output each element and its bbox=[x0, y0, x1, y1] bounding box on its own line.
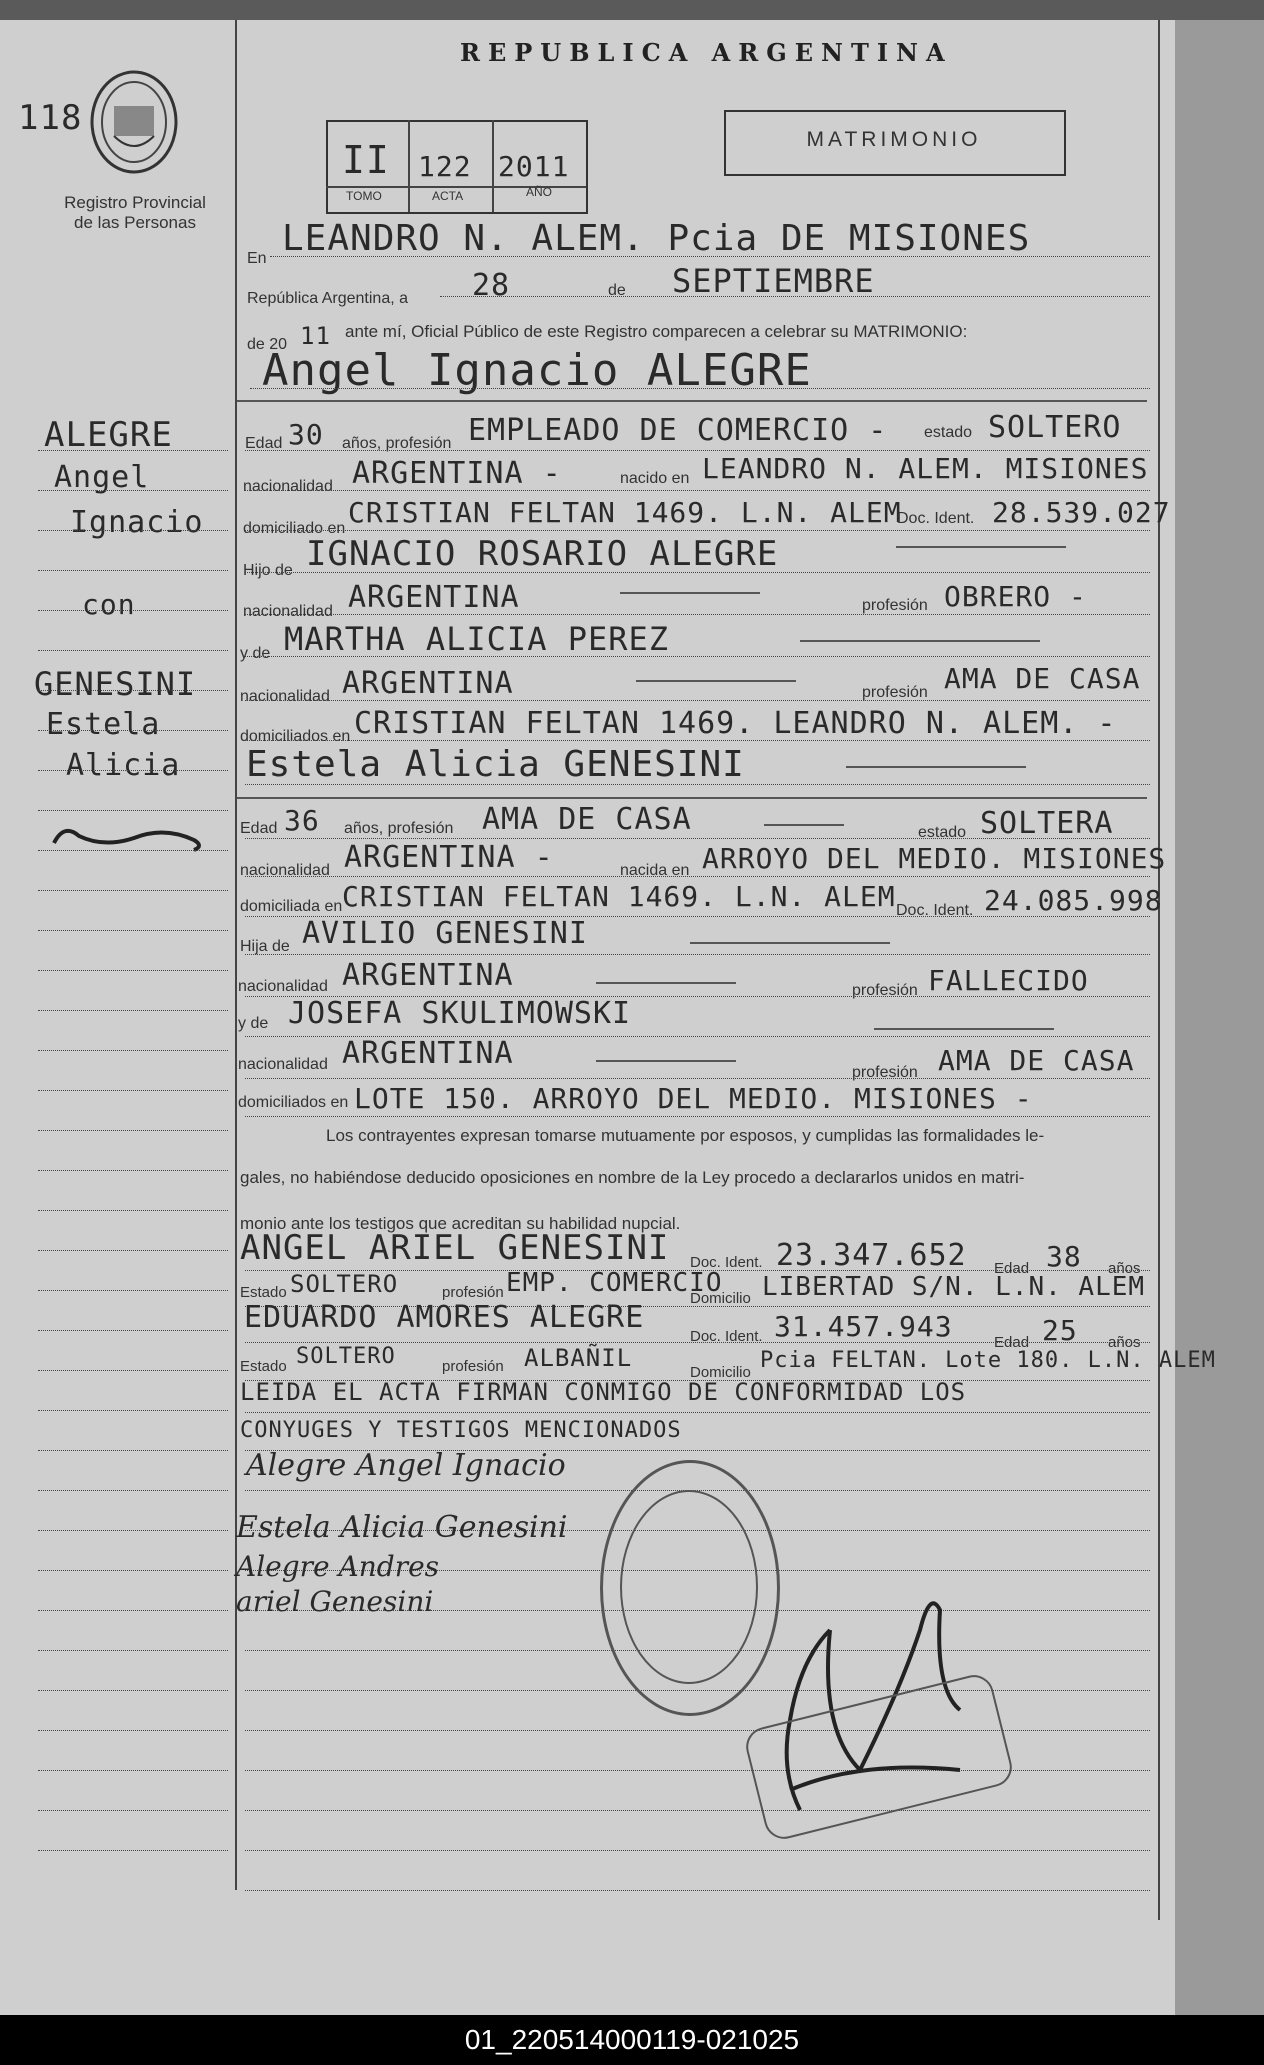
witness-2-estado: SOLTERO bbox=[296, 1344, 396, 1369]
en-label: En bbox=[247, 250, 267, 267]
margin-line bbox=[38, 1490, 228, 1491]
bride-mother-prof-label: profesión bbox=[852, 1064, 918, 1081]
groom-prof-label: años, profesión bbox=[342, 435, 452, 452]
bride-nationality: ARGENTINA - bbox=[344, 840, 554, 875]
line bbox=[245, 530, 1150, 531]
witness-2-dom-label: Domicilio bbox=[690, 1364, 751, 1381]
margin-line bbox=[38, 570, 228, 571]
groom-born-label: nacido en bbox=[620, 470, 690, 487]
witness-2-anos: años bbox=[1108, 1334, 1141, 1351]
margin-name-4: GENESINI bbox=[34, 665, 197, 703]
line bbox=[245, 700, 1150, 701]
witness-1-edad-label: Edad bbox=[994, 1260, 1030, 1277]
witness-1-dom-label: Domicilio bbox=[690, 1290, 751, 1307]
groom-father-nationality: ARGENTINA bbox=[348, 580, 520, 615]
margin-line bbox=[38, 770, 228, 771]
margin-line bbox=[38, 930, 228, 931]
bride-estado-label: estado bbox=[918, 824, 967, 841]
line bbox=[245, 450, 1150, 451]
coat-of-arms-icon bbox=[84, 66, 184, 178]
rep-label: República Argentina, a bbox=[247, 290, 408, 307]
line bbox=[245, 876, 1150, 877]
bride-edad-label: Edad bbox=[240, 820, 278, 837]
dash-line bbox=[764, 824, 844, 826]
margin-line bbox=[38, 1210, 228, 1211]
intro-text: ante mí, Oficial Público de este Registro comparecen a celebrar su MATRIMONIO: bbox=[345, 322, 968, 341]
line bbox=[440, 296, 1150, 297]
margin-name-6: Alicia bbox=[66, 748, 181, 783]
witness-1-anos: años bbox=[1108, 1260, 1141, 1277]
line bbox=[270, 256, 1150, 257]
groom-hijo-label: Hijo de bbox=[243, 562, 293, 579]
witness-1-domicile: LIBERTAD S/N. L.N. ALEM bbox=[762, 1272, 1146, 1302]
anio-value: 2011 bbox=[498, 150, 570, 183]
groom-father: IGNACIO ROSARIO ALEGRE bbox=[306, 534, 779, 574]
margin-line bbox=[38, 490, 228, 491]
bride-dom-label: domiciliada en bbox=[240, 898, 343, 915]
groom-age: 30 bbox=[288, 418, 324, 451]
margin-line bbox=[38, 1650, 228, 1651]
closing-line-2: CONYUGES Y TESTIGOS MENCIONADOS bbox=[240, 1418, 682, 1443]
margin-line bbox=[38, 1010, 228, 1011]
bride-father-nat-label: nacionalidad bbox=[238, 978, 328, 995]
groom-mother-prof-label: profesión bbox=[862, 684, 928, 701]
line bbox=[245, 838, 1150, 839]
flourish-icon bbox=[44, 818, 214, 858]
groom-nationality: ARGENTINA - bbox=[352, 456, 562, 491]
marriage-month: SEPTIEMBRE bbox=[672, 262, 875, 300]
witness-2-prof-label: profesión bbox=[442, 1358, 504, 1375]
dash-line bbox=[874, 1028, 1054, 1030]
bride-mother-nat-label: nacionalidad bbox=[238, 1056, 328, 1073]
margin-line bbox=[38, 1370, 228, 1371]
margin-line bbox=[38, 1770, 228, 1771]
closing-line-1: LEIDA EL ACTA FIRMAN CONMIGO DE CONFORMIDAD LOS bbox=[240, 1378, 967, 1406]
witness-1-estado: SOLTERO bbox=[290, 1270, 399, 1298]
witness-2-name: EDUARDO AMORES ALEGRE bbox=[244, 1300, 645, 1335]
bride-mother: JOSEFA SKULIMOWSKI bbox=[288, 996, 632, 1031]
bride-name: Estela Alicia GENESINI bbox=[246, 744, 745, 785]
line bbox=[245, 954, 1150, 955]
witness-2-profession: ALBAÑIL bbox=[524, 1344, 633, 1372]
marriage-place: LEANDRO N. ALEM. Pcia DE MISIONES bbox=[282, 218, 1031, 259]
page-number: 118 bbox=[18, 98, 83, 138]
margin-line bbox=[38, 1170, 228, 1171]
line bbox=[245, 1078, 1150, 1079]
dash-line bbox=[596, 982, 736, 984]
signature-3: Alegre Andres bbox=[236, 1550, 440, 1583]
declaration-line-1: Los contrayentes expresan tomarse mutuamente por esposos, y cumplidas las formalidades le- bbox=[326, 1126, 1045, 1145]
margin-line bbox=[38, 810, 228, 811]
groom-mother-nat-label: nacionalidad bbox=[240, 688, 330, 705]
bride-parents-domicile: LOTE 150. ARROYO DEL MEDIO. MISIONES - bbox=[354, 1082, 1033, 1115]
margin-name-1: ALEGRE bbox=[44, 415, 173, 455]
bride-hija-label: Hija de bbox=[240, 938, 290, 955]
section-rule bbox=[237, 400, 1147, 402]
dash-line bbox=[596, 1060, 736, 1062]
registry-line-1: Registro Provincial bbox=[64, 193, 206, 212]
country-heading: REPUBLICA ARGENTINA bbox=[460, 38, 953, 67]
witness-1-doc-label: Doc. Ident. bbox=[690, 1254, 763, 1271]
margin-line bbox=[38, 530, 228, 531]
margin-line bbox=[38, 1290, 228, 1291]
section-rule bbox=[237, 797, 1147, 799]
line bbox=[245, 1770, 1150, 1771]
groom-father-nat-label: nacionalidad bbox=[243, 603, 333, 620]
margin-line bbox=[38, 450, 228, 451]
witness-2-domicile: Pcia FELTAN. Lote 180. L.N. ALEM bbox=[760, 1348, 1216, 1373]
margin-line bbox=[38, 1250, 228, 1251]
declaration-line-2: gales, no habiéndose deducido oposiciones en nombre de la Ley procedo a declararlos unidos en matri- bbox=[240, 1168, 1025, 1187]
margin-line bbox=[38, 690, 228, 691]
file-identifier: 01_220514000119-021025 bbox=[0, 2015, 1264, 2065]
signature-1: Alegre Angel Ignacio bbox=[246, 1448, 566, 1483]
line bbox=[245, 572, 1150, 573]
margin-line bbox=[38, 650, 228, 651]
bride-father-prof-label: profesión bbox=[852, 982, 918, 999]
acta-value: 122 bbox=[418, 150, 472, 183]
witness-2-edad-label: Edad bbox=[994, 1334, 1030, 1351]
signature-4: ariel Genesini bbox=[236, 1585, 434, 1618]
line bbox=[245, 656, 1150, 657]
margin-con: con bbox=[82, 588, 136, 621]
groom-mother-nationality: ARGENTINA bbox=[342, 666, 514, 701]
bride-age: 36 bbox=[284, 804, 320, 837]
groom-mother-profession: AMA DE CASA bbox=[944, 662, 1141, 695]
margin-line bbox=[38, 730, 228, 731]
witness-2-age: 25 bbox=[1042, 1314, 1078, 1347]
registry-line-2: de las Personas bbox=[74, 213, 196, 232]
marriage-year: 11 bbox=[300, 322, 331, 350]
line bbox=[245, 1810, 1150, 1811]
groom-estado: SOLTERO bbox=[988, 410, 1122, 445]
bride-prof-label: años, profesión bbox=[344, 820, 454, 837]
margin-line bbox=[38, 1730, 228, 1731]
margin-line bbox=[38, 1530, 228, 1531]
bride-nac-label: nacionalidad bbox=[240, 862, 330, 879]
margin-line bbox=[38, 1690, 228, 1691]
line bbox=[245, 1342, 1150, 1343]
bride-doc-label: Doc. Ident. bbox=[896, 902, 974, 919]
margin-line bbox=[38, 1450, 228, 1451]
bride-domicile: CRISTIAN FELTAN 1469. L.N. ALEM bbox=[342, 880, 896, 913]
line bbox=[245, 1730, 1150, 1731]
top-strip bbox=[0, 0, 1264, 20]
dash-line bbox=[846, 766, 1026, 768]
acta-label: ACTA bbox=[432, 189, 464, 203]
margin-line bbox=[38, 1810, 228, 1811]
line bbox=[250, 388, 1150, 389]
groom-estado-label: estado bbox=[924, 424, 973, 441]
groom-father-profession: OBRERO - bbox=[944, 580, 1087, 613]
bride-profession: AMA DE CASA bbox=[482, 802, 692, 837]
groom-doms-label: domiciliados en bbox=[240, 728, 351, 745]
dash-line bbox=[800, 640, 1040, 642]
bride-father: AVILIO GENESINI bbox=[302, 916, 588, 951]
witness-1-doc: 23.347.652 bbox=[776, 1238, 967, 1273]
line bbox=[245, 614, 1150, 615]
groom-doc-label: Doc. Ident. bbox=[897, 510, 975, 527]
right-border bbox=[1158, 20, 1160, 1920]
groom-nac-label: nacionalidad bbox=[243, 478, 333, 495]
line bbox=[245, 1116, 1150, 1117]
groom-yde-label: y de bbox=[240, 645, 271, 662]
marriage-day: 28 bbox=[472, 268, 511, 303]
witness-2-doc: 31.457.943 bbox=[774, 1310, 953, 1343]
official-seal-inner bbox=[620, 1490, 758, 1684]
witness-1-name: ANGEL ARIEL GENESINI bbox=[240, 1228, 670, 1268]
bride-mother-nationality: ARGENTINA bbox=[342, 1036, 514, 1071]
margin-line bbox=[38, 1090, 228, 1091]
groom-dom-label: domiciliado en bbox=[243, 520, 346, 537]
page-edge bbox=[1175, 0, 1264, 2015]
anio-label: AÑO bbox=[526, 185, 553, 199]
margin-line bbox=[38, 970, 228, 971]
bride-mother-profession: AMA DE CASA bbox=[938, 1044, 1135, 1077]
bride-yde-label: y de bbox=[238, 1015, 269, 1032]
signature-2: Estela Alicia Genesini bbox=[236, 1510, 568, 1545]
box-divider bbox=[408, 120, 410, 212]
box-divider bbox=[492, 120, 494, 212]
line bbox=[245, 1412, 1150, 1413]
line bbox=[245, 1890, 1150, 1891]
groom-father-prof-label: profesión bbox=[862, 597, 928, 614]
line bbox=[245, 740, 1150, 741]
margin-line bbox=[38, 610, 228, 611]
margin-line bbox=[38, 1850, 228, 1851]
witness-2-doc-label: Doc. Ident. bbox=[690, 1328, 763, 1345]
groom-doc: 28.539.027 bbox=[992, 496, 1171, 529]
groom-name: Angel Ignacio ALEGRE bbox=[262, 345, 812, 396]
bride-doms-label: domiciliados en bbox=[238, 1094, 349, 1111]
line bbox=[245, 784, 1150, 785]
bride-father-nationality: ARGENTINA bbox=[342, 958, 514, 993]
line bbox=[245, 490, 1150, 491]
groom-parents-domicile: CRISTIAN FELTAN 1469. LEANDRO N. ALEM. - bbox=[354, 706, 1117, 741]
margin-line bbox=[38, 1330, 228, 1331]
margin-name-2: Angel bbox=[54, 460, 150, 495]
year-label: de 20 bbox=[247, 336, 288, 353]
witness-2-estado-label: Estado bbox=[240, 1358, 287, 1375]
margin-line bbox=[38, 1050, 228, 1051]
margin-line bbox=[38, 1130, 228, 1131]
bride-born: ARROYO DEL MEDIO. MISIONES bbox=[702, 842, 1167, 875]
dash-line bbox=[896, 546, 1066, 548]
groom-edad-label: Edad bbox=[245, 435, 283, 452]
groom-profession: EMPLEADO DE COMERCIO - bbox=[468, 413, 888, 448]
de-label: de bbox=[608, 282, 626, 299]
groom-born: LEANDRO N. ALEM. MISIONES bbox=[702, 452, 1149, 485]
dash-line bbox=[636, 680, 796, 682]
witness-1-age: 38 bbox=[1046, 1240, 1082, 1273]
margin-name-5: Estela bbox=[46, 707, 161, 742]
groom-domicile: CRISTIAN FELTAN 1469. L.N. ALEM bbox=[348, 496, 902, 529]
margin-line bbox=[38, 1410, 228, 1411]
margin-line bbox=[38, 850, 228, 851]
margin-line bbox=[38, 1610, 228, 1611]
declaration-line-3: monio ante los testigos que acreditan su habilidad nupcial. bbox=[240, 1214, 681, 1233]
tomo-value: II bbox=[342, 138, 390, 182]
witness-1-estado-label: Estado bbox=[240, 1284, 287, 1301]
bride-estado: SOLTERA bbox=[980, 806, 1114, 841]
groom-mother: MARTHA ALICIA PEREZ bbox=[284, 620, 670, 658]
bride-father-profession: FALLECIDO bbox=[928, 964, 1089, 997]
bride-born-label: nacida en bbox=[620, 862, 690, 879]
margin-line bbox=[38, 1570, 228, 1571]
bride-doc: 24.085.998 bbox=[984, 884, 1163, 917]
tomo-label: TOMO bbox=[346, 189, 382, 203]
margin-name-3: Ignacio bbox=[70, 505, 204, 540]
dash-line bbox=[690, 942, 890, 944]
witness-1-prof-label: profesión bbox=[442, 1284, 504, 1301]
line bbox=[245, 1850, 1150, 1851]
margin-line bbox=[38, 890, 228, 891]
witness-1-profession: EMP. COMERCIO bbox=[506, 1268, 723, 1298]
dash-line bbox=[620, 592, 760, 594]
doc-type: MATRIMONIO bbox=[806, 128, 982, 151]
